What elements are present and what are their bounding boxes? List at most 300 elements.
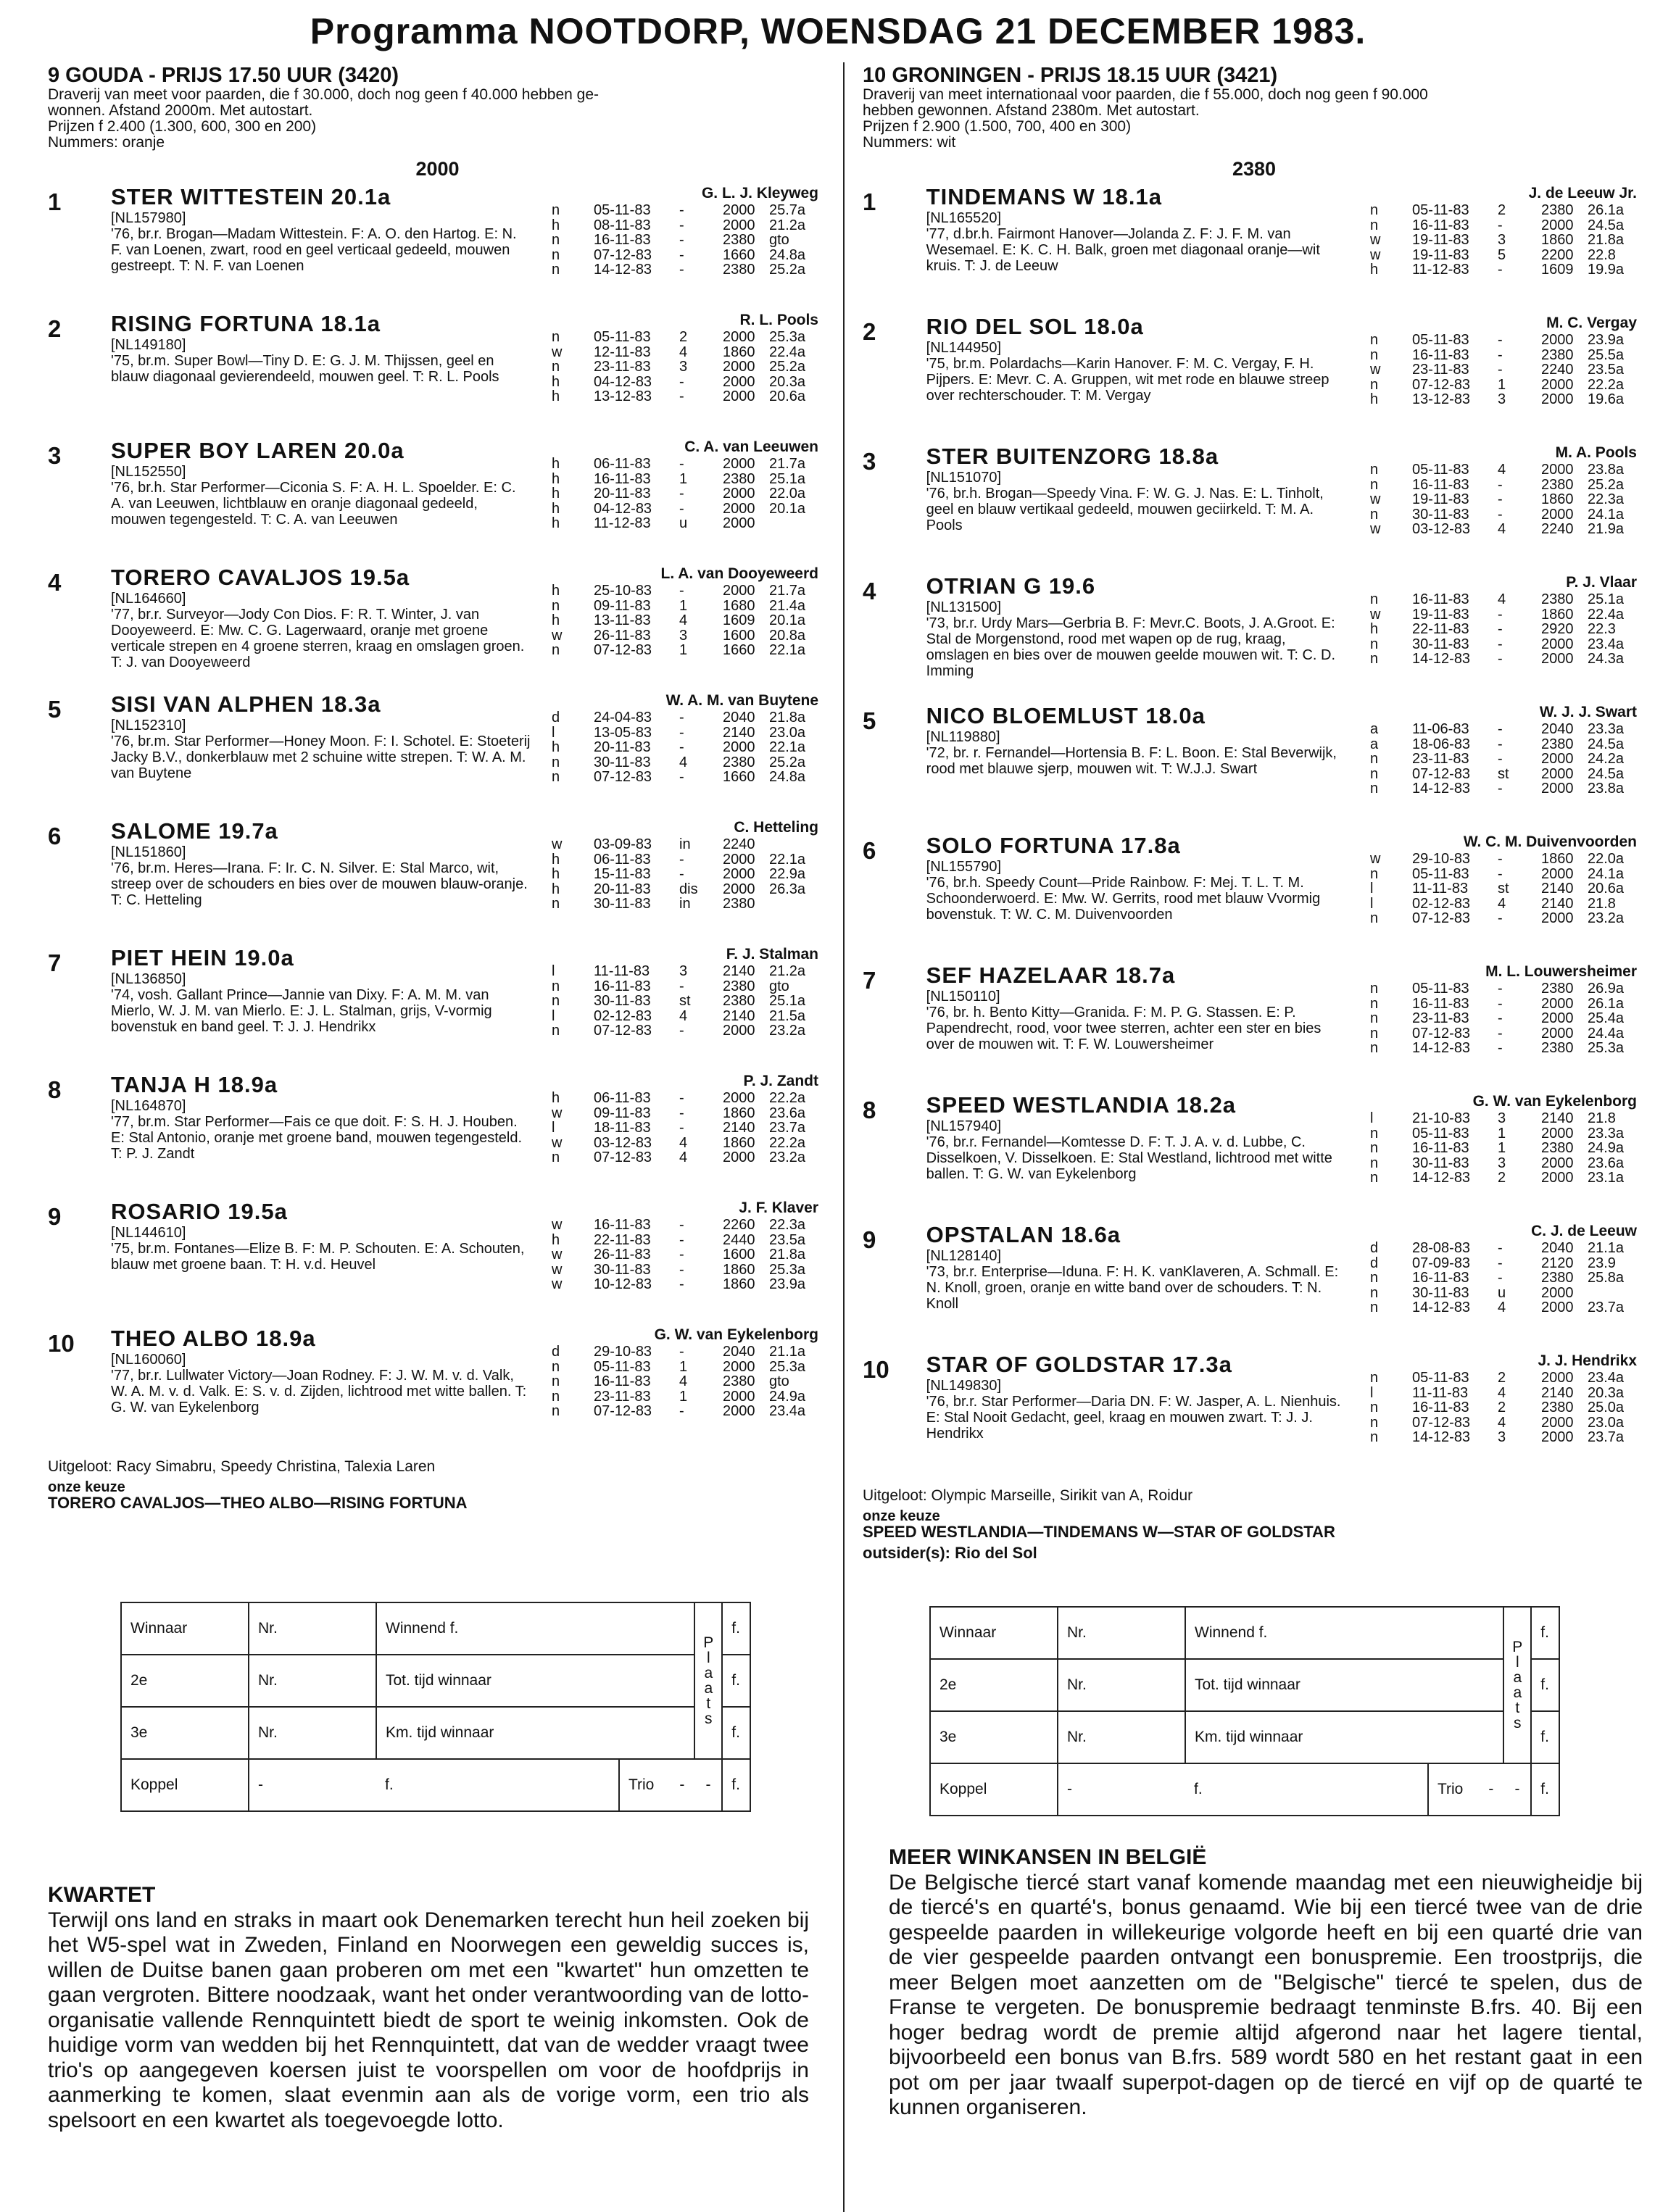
result-cell: n [1370,1125,1379,1142]
result-cell: 2000 [1541,1025,1574,1041]
result-cell [769,897,827,912]
result-cell: 19-11-83 [1412,246,1469,263]
result-row [1350,997,1646,1012]
result-cell: 23.3a [1588,721,1625,737]
result-cell: 05-11-83 [594,202,651,218]
horse-name: STAR OF GOLDSTAR 17.3a [926,1352,1232,1377]
result-cell: 4 [679,1007,688,1024]
result-cell: 2000 [723,500,755,517]
result-cell: 2 [1498,1370,1506,1386]
result-row [1350,1371,1646,1386]
result-row [1350,622,1646,637]
result-cell: 29-10-83 [1412,851,1471,867]
result-cell: n [1370,217,1379,233]
horse-details [926,833,1350,962]
result-cell: 14-12-83 [1412,781,1471,797]
result-cell: 30-11-83 [594,1261,651,1278]
result-cell: 18-06-83 [1412,736,1471,752]
result-cell: 19.6a [1588,391,1625,407]
result-row [1350,462,1646,478]
result-cell: - [679,1023,684,1039]
result-cell: - [679,500,684,517]
horse-name: SISI VAN ALPHEN 18.3a [111,691,381,717]
horse-name: TINDEMANS W 18.1a [926,184,1162,209]
result-cell: 25.8a [1588,1270,1625,1286]
result-cell: 5 [1498,246,1506,263]
result-cell: u [679,515,688,531]
result-cell: 09-11-83 [594,1105,651,1121]
result-cell: 3 [1498,1429,1506,1445]
result-cell: 1680 [723,597,755,614]
horse-details [926,184,1350,314]
result-cell: 2380 [723,1373,755,1389]
article-belgie [889,1845,1643,2121]
result-cell: 23.7a [1588,1300,1625,1315]
result-cell: 03-12-83 [594,1134,652,1151]
place-vertical-label [694,1602,722,1759]
result-cell: 2000 [723,359,755,375]
result-cell: 05-11-83 [1412,202,1469,218]
result-cell: h [552,217,560,233]
result-cell: - [679,232,684,248]
result-cell: n [552,993,560,1009]
horse-name: PIET HEIN 19.0a [111,945,294,970]
result-cell: h [552,851,560,868]
result-cell: 19-11-83 [1412,232,1469,248]
result-row [531,994,827,1009]
result-cell: 21.8 [1588,1110,1616,1126]
result-cell: 3 [679,627,688,644]
result-cell: 2380 [723,978,755,994]
result-cell: 23.4a [1588,1370,1625,1386]
horse-name: TANJA H 18.9a [111,1072,278,1097]
horse-form [531,311,827,438]
horse-details [926,573,1350,703]
result-row [1350,1156,1646,1171]
result-cell: 23-11-83 [594,1388,651,1405]
result-cell: 2000 [723,373,755,390]
result-cell: 25.4a [1588,1010,1625,1026]
result-cell: 2240 [1541,362,1574,378]
result-cell: l [552,1120,555,1136]
result-cell: w [552,1247,563,1263]
result-cell: - [1498,636,1503,652]
result-row [1350,1171,1646,1186]
horse-info: '75, br.m. Fontanes—Elize B. F: M. P. Schouten. E: A. Schouten, blauw met groene baan. T: H. v.d. Heuvel [111,1241,525,1273]
result-cell: 2000 [1541,217,1574,233]
result-row [531,1360,827,1375]
result-cell: n [1370,1155,1379,1171]
horse-registration: [NL119880] [926,729,1000,745]
result-cell: 2000 [1541,332,1574,348]
result-cell: 2000 [1541,651,1574,667]
result-cell: 04-12-83 [594,500,652,517]
horse-details [926,1352,1350,1481]
bet-amount-label: f. [1531,1607,1559,1659]
result-row [531,457,827,472]
result-cell: 2000 [723,329,755,345]
result-cell: 2000 [723,739,755,755]
place-letter: l [1515,1654,1519,1671]
race-numbers: Nummers: oranje [48,134,165,151]
result-cell: n [1370,1170,1379,1186]
result-cell: n [1370,376,1379,393]
race-description: wonnen. Afstand 2000m. Met autostart. [48,102,313,119]
result-row [1350,781,1646,797]
result-cell: 14-12-83 [1412,1040,1471,1056]
result-row [531,628,827,644]
horse-info: '75, br.m. Super Bowl—Tiny D. E: G. J. M. Thijssen, geel en blauw diagonaal gevierendeeld, mouwen geel. T: R. L. Pools [111,353,499,385]
horse-details [926,1222,1350,1352]
result-cell: 2380 [1541,202,1574,218]
result-cell: n [1370,346,1379,363]
result-row [1350,1415,1646,1431]
result-cell: 2140 [723,1007,755,1024]
horse-info: '76, br.r. Star Performer—Daria DN. F: W. Jasper, A. L. Nienhuis. E: Stal Nooit Gedacht, geel, kraag en mouwen zwart. T: J. J. Hendrikx [926,1394,1341,1442]
result-cell: - [679,866,684,882]
result-row [531,643,827,658]
race-prizes: Prijzen f 2.900 (1.500, 700, 400 en 300) [863,118,1132,135]
horse-number: 9 [48,1203,62,1230]
bet-row-koppel [121,1759,750,1811]
result-cell: n [1370,751,1379,767]
horse-form [531,565,827,691]
result-row [1350,867,1646,882]
result-cell: 07-12-83 [1412,1025,1471,1041]
result-cell: - [679,202,684,218]
result-cell: 24.2a [1588,751,1625,767]
result-cell: 25.0a [1588,1400,1625,1415]
horse-number: 7 [48,949,62,976]
result-cell: 24.1a [1588,865,1625,882]
result-cell: h [552,373,560,390]
result-cell: 30-11-83 [1412,1155,1469,1171]
horse-name: SEF HAZELAAR 18.7a [926,962,1176,988]
horse-number: 2 [48,315,62,342]
result-cell: d [552,1344,560,1360]
result-row [1350,522,1646,537]
result-cell: 2000 [1541,781,1574,797]
result-cell: 23.1a [1588,1170,1625,1186]
result-row [1350,722,1646,737]
result-cell: n [552,896,560,912]
result-cell: - [679,739,684,755]
result-cell: l [552,963,555,979]
result-cell: 24.4a [1588,1025,1625,1041]
horse-info: '73, br.r. Enterprise—Iduna. F: H. K. vanKlaveren, A. Schmall. E: N. Knoll, groen, oranje en witte band over de schouders. T: N. Knoll [926,1264,1339,1312]
result-row [531,375,827,390]
horse-registration: [NL155790] [926,859,1002,875]
result-cell: 22.9a [769,866,806,882]
race-column-gouda [48,64,827,1512]
bet-row [121,1655,750,1707]
result-cell: 2000 [1541,765,1574,782]
result-cell: - [1498,362,1503,378]
result-cell: 22.4a [1588,606,1625,623]
koppel-amount: f. [376,1759,619,1811]
horse-details [111,945,531,1072]
horse-driver: P. J. Vlaar [1566,574,1637,591]
bet-value-label: Winnend f. [1185,1607,1503,1659]
result-cell: 4 [1498,521,1506,537]
result-cell: 11-12-83 [594,515,651,531]
bet-place-label: Winnaar [930,1607,1058,1659]
result-cell: 25.3a [1588,1040,1625,1056]
drawn-out-horses: Uitgeloot: Racy Simabru, Speedy Christina, Talexia Laren [48,1458,436,1475]
result-cell [769,837,827,852]
result-cell: 2120 [1541,1255,1574,1271]
horse-entry [48,1326,827,1452]
horse-info: '76, br.m. Star Performer—Honey Moon. F: I. Schotel. E: Stoeterij Jacky B.V., donkerblauw met 2 schuine witte strepen. T: W. A. M. van Buytene [111,733,531,781]
result-cell: 1860 [723,1134,755,1151]
result-cell: u [1498,1284,1506,1301]
result-cell: n [552,642,560,658]
result-cell: 21.8a [1588,232,1625,248]
result-cell: 23.4a [769,1403,806,1419]
horse-info: '77, br.r. Surveyor—Jody Con Dios. F: R. T. Winter, J. van Dooyeweerd. E: Mw. C. G. Lagerwaard, oranje met groene verticale strepen en 4 groene sterren, kraag en omslagen groen. T: J. van Dooyeweerd [111,607,525,670]
result-cell: h [1370,391,1379,407]
horse-number: 10 [48,1330,75,1357]
result-cell: 02-12-83 [594,1007,652,1024]
result-cell: 2000 [1541,1170,1574,1186]
result-cell: 25.5a [1588,346,1625,363]
result-cell: n [1370,636,1379,652]
result-row [1350,348,1646,363]
place-letter: s [705,1710,713,1727]
result-cell: 1860 [723,1261,755,1278]
place-letter: t [1515,1700,1520,1716]
horse-registration: [NL151070] [926,470,1002,486]
result-row [531,1233,827,1248]
result-cell: 05-11-83 [1412,981,1469,997]
result-cell: 2920 [1541,621,1574,637]
trio-amount: f. [722,1759,750,1811]
result-cell: 2000 [1541,376,1574,393]
horse-number: 4 [48,569,62,596]
result-cell: 30-11-83 [1412,1284,1469,1301]
result-cell: 10-12-83 [594,1276,652,1292]
result-cell: 13-11-83 [594,612,651,628]
result-cell: 2040 [1541,721,1574,737]
result-cell: 07-12-83 [1412,910,1471,926]
result-cell: 1 [1498,1140,1506,1156]
result-cell: 1600 [723,1247,755,1263]
result-cell: h [552,881,560,897]
result-row [1350,333,1646,348]
result-cell: 4 [1498,591,1506,607]
horse-driver: W. C. M. Duivenvoorden [1463,833,1637,850]
result-cell: 23.2a [769,1023,806,1039]
result-cell: 07-12-83 [594,246,652,263]
bet-value-label: Km. tijd winnaar [376,1707,694,1759]
result-cell: h [552,486,560,502]
result-row [531,345,827,360]
result-cell: - [1498,781,1503,797]
horse-name: SOLO FORTUNA 17.8a [926,833,1181,858]
result-cell: 20.1a [769,612,806,628]
horse-registration: [NL157940] [926,1118,1002,1134]
horse-entry [863,444,1646,573]
result-cell: n [1370,865,1379,882]
result-cell: 16-11-83 [1412,476,1469,493]
result-cell: - [679,1217,684,1233]
result-cell: 21.9a [1588,521,1625,537]
race-description: Draverij van meet voor paarden, die f 30.000, doch nog geen f 40.000 hebben ge- [48,86,600,103]
result-cell: 07-12-83 [1412,376,1471,393]
result-cell: 14-12-83 [1412,1300,1471,1315]
horse-registration: [NL128140] [926,1248,1002,1264]
horse-entry [863,962,1646,1092]
horse-name: ROSARIO 19.5a [111,1199,288,1224]
horse-registration: [NL165520] [926,210,1002,226]
result-cell: n [1370,1300,1379,1315]
horse-form [531,691,827,818]
result-cell: 21.8a [769,710,806,725]
result-cell: 24.5a [1588,765,1625,782]
result-cell: h [552,612,560,628]
result-cell: 05-11-83 [594,1358,651,1375]
horse-driver: M. C. Vergay [1546,315,1637,331]
result-cell: dis [679,881,698,897]
result-cell: 22.4a [769,344,806,360]
result-cell: w [1370,232,1381,248]
horse-name: TORERO CAVALJOS 19.5a [111,565,410,590]
result-cell: h [1370,262,1379,278]
horse-number: 6 [863,837,876,864]
horse-info: '74, vosh. Gallant Prince—Jannie van Dixy. F: A. M. M. van Mierlo, W. J. M. van Mierlo. E: J. L. Stalman, grijs, V-vormig bovenstuk en band geel. T: J. J. Hendrikx [111,987,492,1035]
horse-driver: L. A. van Dooyeweerd [660,565,818,582]
result-cell: 13-12-83 [594,388,652,404]
result-cell: 2000 [1541,462,1574,478]
horse-entry [48,945,827,1072]
result-cell: 07-12-83 [594,642,652,658]
result-cell: - [679,217,684,233]
result-cell: 23-11-83 [594,359,651,375]
horse-form [531,945,827,1072]
race-column-groningen [863,64,1646,1563]
horse-driver: F. J. Stalman [726,946,818,962]
horse-entry [48,818,827,945]
result-cell: 23.9a [1588,332,1625,348]
result-cell: 4 [679,754,688,770]
result-cell: 16-11-83 [594,978,651,994]
horse-info: '77, br.r. Lullwater Victory—Joan Rodney. F: J. W. M. v. d. Valk, W. A. M. v. d. Valk. E: S. v. d. Zijden, lichtrood met witte ballen. T: G. W. van Eykelenborg [111,1368,527,1415]
result-row [531,1404,827,1419]
result-cell: 15-11-83 [594,866,651,882]
result-cell: n [1370,765,1379,782]
bet-amount-label: f. [1531,1659,1559,1711]
result-cell: h [552,1090,560,1106]
result-cell: 2380 [723,262,755,278]
result-row [531,755,827,770]
result-cell: 23.9a [769,1276,806,1292]
result-cell: 4 [679,612,688,628]
result-row [531,359,827,375]
horse-name: NICO BLOEMLUST 18.0a [926,703,1206,728]
result-cell: - [679,246,684,263]
result-row [531,1106,827,1121]
result-cell: n [552,359,560,375]
result-cell: 2140 [1541,881,1574,897]
result-row [531,1374,827,1389]
result-cell: 3 [679,963,688,979]
result-cell: gto [769,978,789,994]
result-cell: 24-04-83 [594,710,652,725]
result-cell: 1660 [723,246,755,263]
result-cell: 2140 [723,963,755,979]
result-cell: 07-12-83 [594,769,652,785]
result-cell: 2040 [723,1344,755,1360]
result-row [531,583,827,599]
result-cell: gto [769,1373,789,1389]
result-cell: a [1370,736,1379,752]
bet-number-label: Nr. [249,1707,376,1759]
result-cell: 1609 [723,612,755,628]
result-cell: 14-12-83 [1412,1429,1471,1445]
result-cell: 3 [1498,1110,1506,1126]
result-cell: 21.5a [769,1007,806,1024]
horse-number: 1 [863,188,876,215]
result-cell: d [1370,1255,1379,1271]
result-cell: 2000 [723,1090,755,1106]
horse-number: 8 [48,1076,62,1103]
result-cell: 23.2a [1588,910,1625,926]
result-cell: - [1498,1240,1503,1256]
horse-driver: M. L. Louwersheimer [1485,963,1637,980]
horse-registration: [NL157980] [111,210,186,226]
result-row [1350,737,1646,752]
result-cell: 26-11-83 [594,627,651,644]
result-row [1350,218,1646,233]
result-cell: 2260 [723,1217,755,1233]
result-cell: 23.7a [769,1120,806,1136]
result-row [1350,1271,1646,1286]
result-cell: - [1498,332,1503,348]
result-cell [769,516,827,531]
result-cell: 2380 [723,993,755,1009]
result-cell: 1609 [1541,262,1574,278]
result-cell: 2380 [1541,1140,1574,1156]
result-cell: - [1498,621,1503,637]
result-cell: 23.4a [1588,636,1625,652]
result-cell: n [552,754,560,770]
result-cell: - [1498,1255,1503,1271]
horse-form [1350,444,1646,573]
result-row [1350,203,1646,218]
bet-place-label: 3e [121,1707,249,1759]
horse-driver: G. W. van Eykelenborg [1472,1093,1637,1110]
result-cell: 2000 [1541,910,1574,926]
result-cell: 05-11-83 [1412,332,1469,348]
result-cell: l [552,724,555,741]
result-cell: - [1498,751,1503,767]
result-cell: 2140 [1541,895,1574,912]
result-cell: 2 [679,329,688,345]
result-row [1350,478,1646,493]
horse-entry [863,1092,1646,1222]
result-row [1350,1111,1646,1126]
result-cell: 1860 [1541,851,1574,867]
result-cell: 22.8 [1588,246,1616,263]
horse-registration: [NL136850] [111,971,186,987]
result-row [1350,1400,1646,1415]
horse-driver: C. J. de Leeuw [1531,1223,1637,1239]
trio-label: Trio - - [619,1759,722,1811]
result-cell: 16-11-83 [1412,1140,1469,1156]
result-cell: 1600 [723,627,755,644]
result-cell: 11-06-83 [1412,721,1469,737]
result-cell: 20.3a [769,373,806,390]
